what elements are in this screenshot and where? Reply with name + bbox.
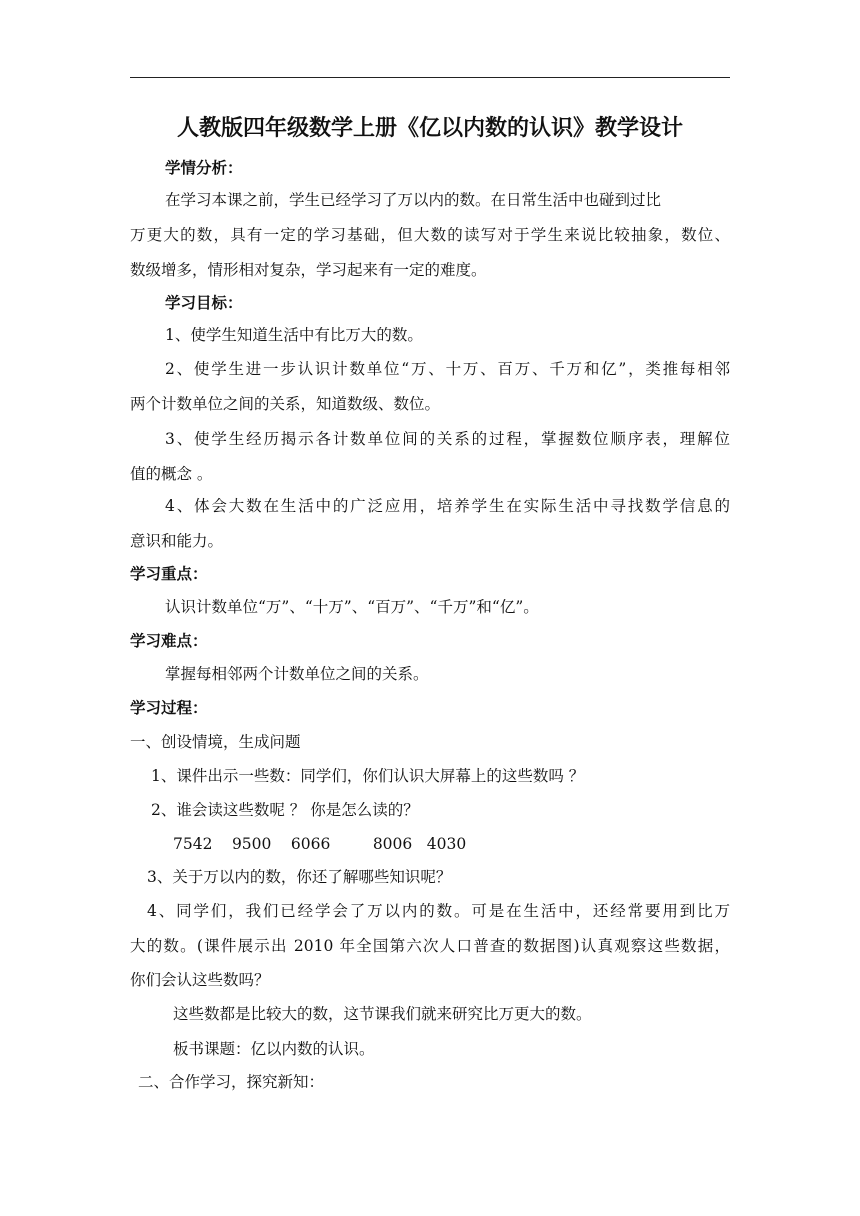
analysis-line-2: 万更大的数，具有一定的学习基础，但大数的读写对于学生来说比较抽象，数位、 xyxy=(130,226,730,244)
step1-item-4-line-3: 你们会认这些数吗？ xyxy=(130,971,270,989)
goals-heading: 学习目标： xyxy=(165,293,243,312)
number-item: 7542 xyxy=(173,835,213,853)
step1-item-4-line-1: 4、同学们，我们已经学会了万以内的数。可是在生活中，还经常要用到比万 xyxy=(147,902,730,920)
analysis-heading: 学情分析： xyxy=(165,158,243,177)
board-title: 板书课题：亿以内数的认识。 xyxy=(173,1040,375,1058)
key-text: 认识计数单位“万”、“十万”、“百万”、“千万”和“亿”。 xyxy=(165,598,539,616)
goal-3-line-2: 值的概念 。 xyxy=(130,465,213,483)
step2-heading: 二、合作学习，探究新知： xyxy=(138,1073,325,1091)
difficulty-heading: 学习难点： xyxy=(130,631,208,650)
number-item: 4030 xyxy=(426,835,467,853)
number-item: 9500 xyxy=(231,835,272,853)
goal-4-line-2: 意识和能力。 xyxy=(130,532,224,550)
number-list xyxy=(173,831,466,857)
goal-3-line-1: 3、使学生经历揭示各计数单位间的关系的过程，掌握数位顺序表，理解位 xyxy=(165,430,730,448)
goal-2-line-1: 2、使学生进一步认识计数单位“万、十万、百万、千万和亿”，类推每相邻 xyxy=(165,360,730,378)
step1-item-3: 3、关于万以内的数，你还了解哪些知识呢？ xyxy=(147,868,452,886)
goal-2-line-2: 两个计数单位之间的关系，知道数级、数位。 xyxy=(130,395,441,413)
goal-4-line-1: 4、体会大数在生活中的广泛应用，培养学生在实际生活中寻找数学信息的 xyxy=(165,497,730,515)
step1-item-2: 2、谁会读这些数呢 ？ 你是怎么读的？ xyxy=(151,801,419,819)
analysis-line-1: 在学习本课之前，学生已经学习了万以内的数。在日常生活中也碰到过比 xyxy=(165,191,662,209)
number-item: 6066 xyxy=(290,835,331,853)
step1-heading: 一、创设情境，生成问题 xyxy=(130,733,301,751)
header-rule xyxy=(130,77,730,78)
step1-item-4-line-2: 大的数。(课件展示出 2010 年全国第六次人口普查的数据图)认真观察这些数据， xyxy=(130,937,730,955)
analysis-line-3: 数级增多，情形相对复杂，学习起来有一定的难度。 xyxy=(130,261,487,279)
key-heading: 学习重点： xyxy=(130,564,208,583)
difficulty-text: 掌握每相邻两个计数单位之间的关系。 xyxy=(165,665,429,683)
number-item: 8006 xyxy=(372,835,413,853)
goal-1: 1、使学生知道生活中有比万大的数。 xyxy=(165,326,423,344)
step1-item-1: 1、课件出示一些数：同学们，你们认识大屏幕上的这些数吗 ？ xyxy=(151,767,585,785)
step1-note: 这些数都是比较大的数，这节课我们就来研究比万更大的数。 xyxy=(173,1005,592,1023)
process-heading: 学习过程： xyxy=(130,698,208,717)
document-title: 人教版四年级数学上册《亿以内数的认识》教学设计 xyxy=(176,115,683,141)
